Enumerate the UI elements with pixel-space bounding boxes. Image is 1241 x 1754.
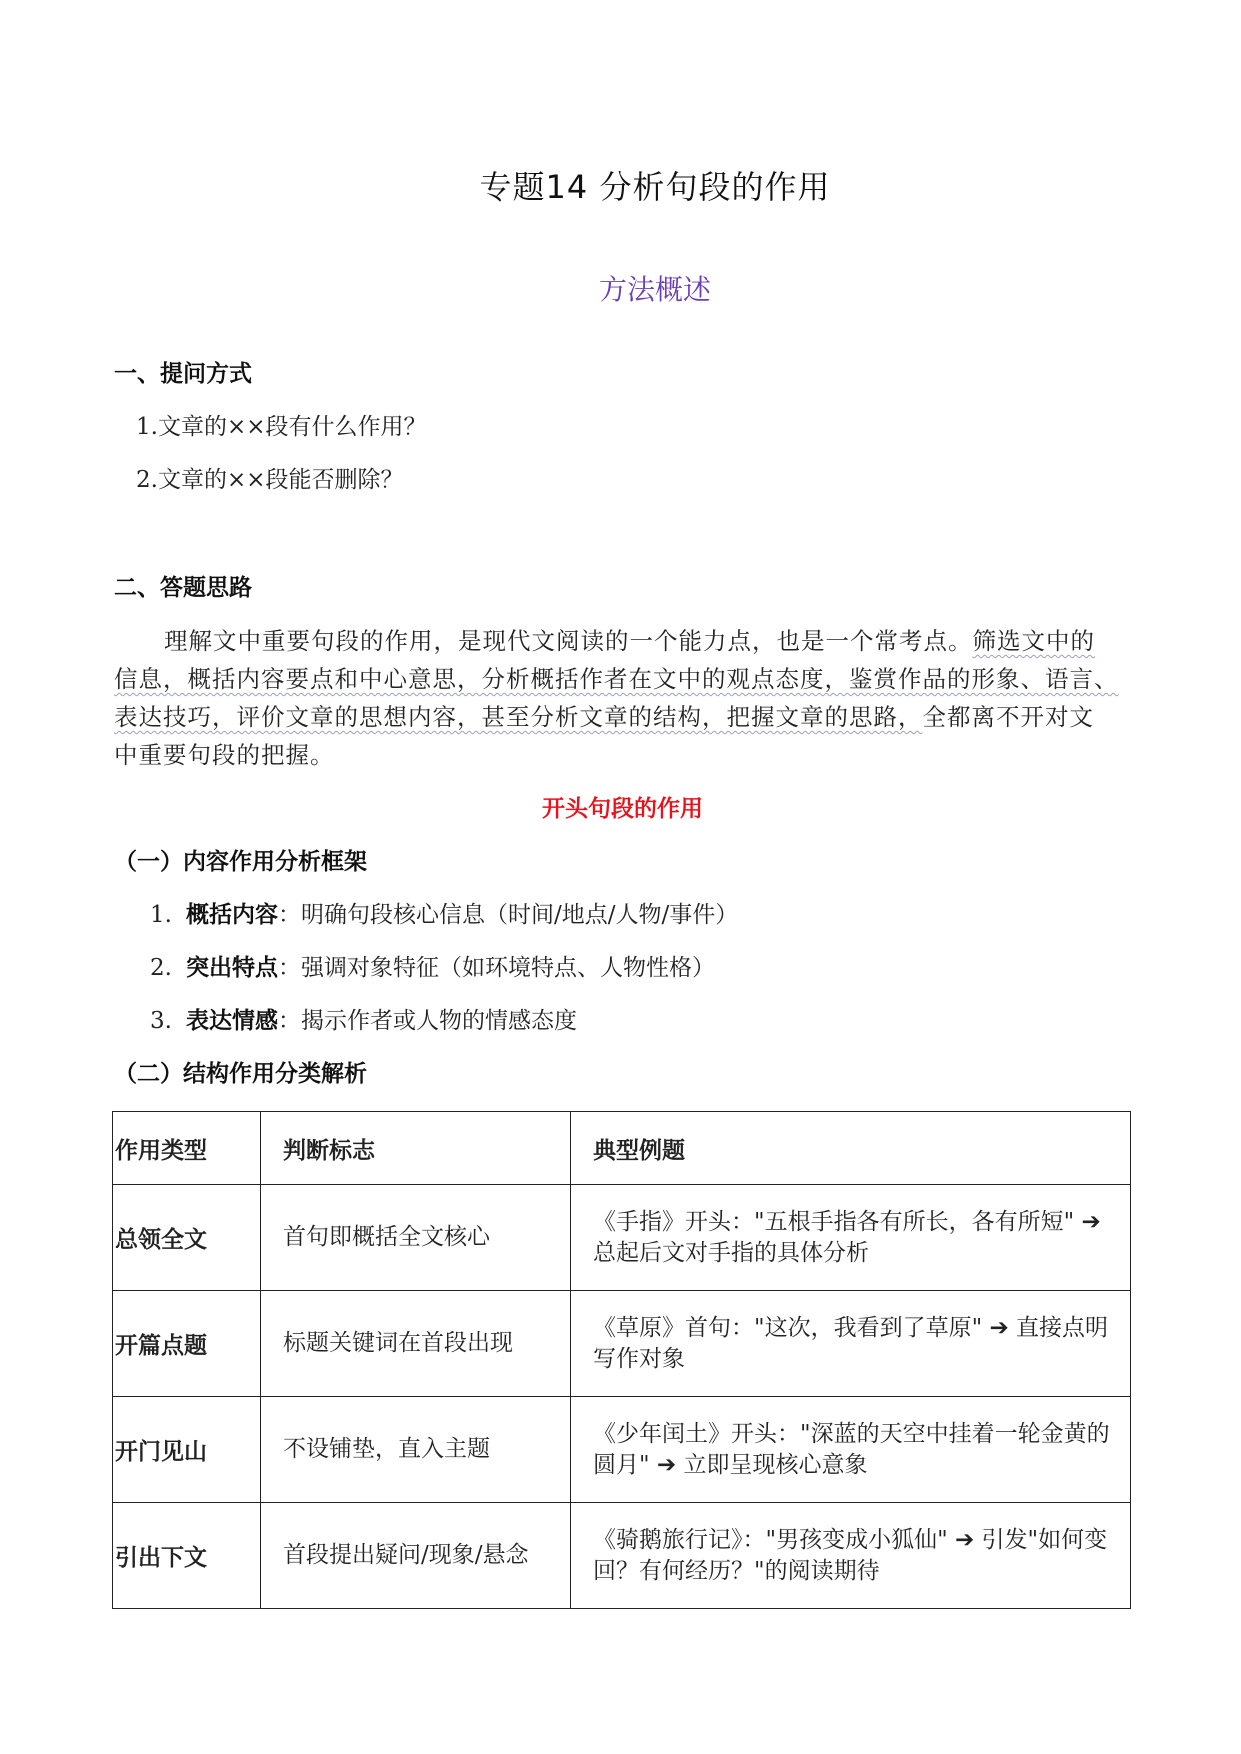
para-wavy-text: 信息，概括内容要点和中心意思，分析概括作者在文中的观点态度，鉴赏作品的形象、语言、 [114, 665, 1119, 693]
table-row [113, 1291, 1131, 1397]
red-section-heading: 开头句段的作用 [542, 796, 703, 822]
item-text: ：明确句段核心信息（时间/地点/人物/事件） [278, 902, 739, 928]
framework-item [150, 949, 715, 982]
part2-heading: （二）结构作用分类解析 [114, 1061, 367, 1087]
question-item-2: 2.文章的××段能否删除？ [136, 467, 404, 493]
table-row [113, 1503, 1131, 1609]
function-type-cell: 开门见山 [113, 1397, 261, 1503]
mark-cell: 不设铺垫，直入主题 [261, 1397, 571, 1503]
para-wavy-text: 筛选文中的 [972, 627, 1095, 655]
example-cell: 《手指》开头："五根手指各有所长，各有所短" ➔ 总起后文对手指的具体分析 [571, 1185, 1131, 1291]
para-text: 全都离不开对文 [922, 703, 1094, 731]
function-type-cell: 总领全文 [113, 1185, 261, 1291]
mark-cell: 首句即概括全文核心 [261, 1185, 571, 1291]
section-heading-approach: 二、答题思路 [114, 575, 252, 601]
example-cell: 《少年闰土》开头："深蓝的天空中挂着一轮金黄的圆月" ➔ 立即呈现核心意象 [571, 1397, 1131, 1503]
section-heading-questions: 一、提问方式 [114, 361, 252, 387]
table-row [113, 1185, 1131, 1291]
table-header-cell: 判断标志 [261, 1112, 571, 1185]
framework-item [150, 1002, 577, 1035]
item-key: 表达情感 [186, 1008, 278, 1034]
table-header-cell: 典型例题 [571, 1112, 1131, 1185]
item-number: 1. [150, 902, 172, 928]
function-type-cell: 开篇点题 [113, 1291, 261, 1397]
structure-function-table [112, 1111, 1131, 1609]
page-title: 专题14 分析句段的作用 [479, 168, 831, 206]
para-wavy-text: 表达技巧，评价文章的思想内容，甚至分析文章的结构，把握文章的思路， [114, 703, 923, 731]
item-text: ：强调对象特征（如环境特点、人物性格） [278, 955, 715, 981]
item-number: 3. [150, 1008, 172, 1034]
approach-paragraph [114, 622, 1124, 774]
item-text: ：揭示作者或人物的情感态度 [278, 1008, 577, 1034]
table-header-cell: 作用类型 [113, 1112, 261, 1185]
item-number: 2. [150, 955, 172, 981]
mark-cell: 标题关键词在首段出现 [261, 1291, 571, 1397]
item-key: 突出特点 [186, 955, 278, 981]
item-key: 概括内容 [186, 902, 278, 928]
mark-cell: 首段提出疑问/现象/悬念 [261, 1503, 571, 1609]
page-subtitle: 方法概述 [598, 273, 711, 306]
framework-item [150, 896, 738, 929]
function-type-cell: 引出下文 [113, 1503, 261, 1609]
para-text: 理解文中重要句段的作用，是现代文阅读的一个能力点，也是一个常考点。 [164, 627, 973, 655]
para-text: 中重要句段的把握。 [114, 741, 335, 769]
example-cell: 《骑鹅旅行记》："男孩变成小狐仙" ➔ 引发"如何变回？有何经历？"的阅读期待 [571, 1503, 1131, 1609]
table-header-row [113, 1112, 1131, 1185]
question-item-1: 1.文章的××段有什么作用？ [136, 414, 427, 440]
table-row [113, 1397, 1131, 1503]
part1-heading: （一）内容作用分析框架 [114, 849, 367, 875]
example-cell: 《草原》首句："这次，我看到了草原" ➔ 直接点明写作对象 [571, 1291, 1131, 1397]
